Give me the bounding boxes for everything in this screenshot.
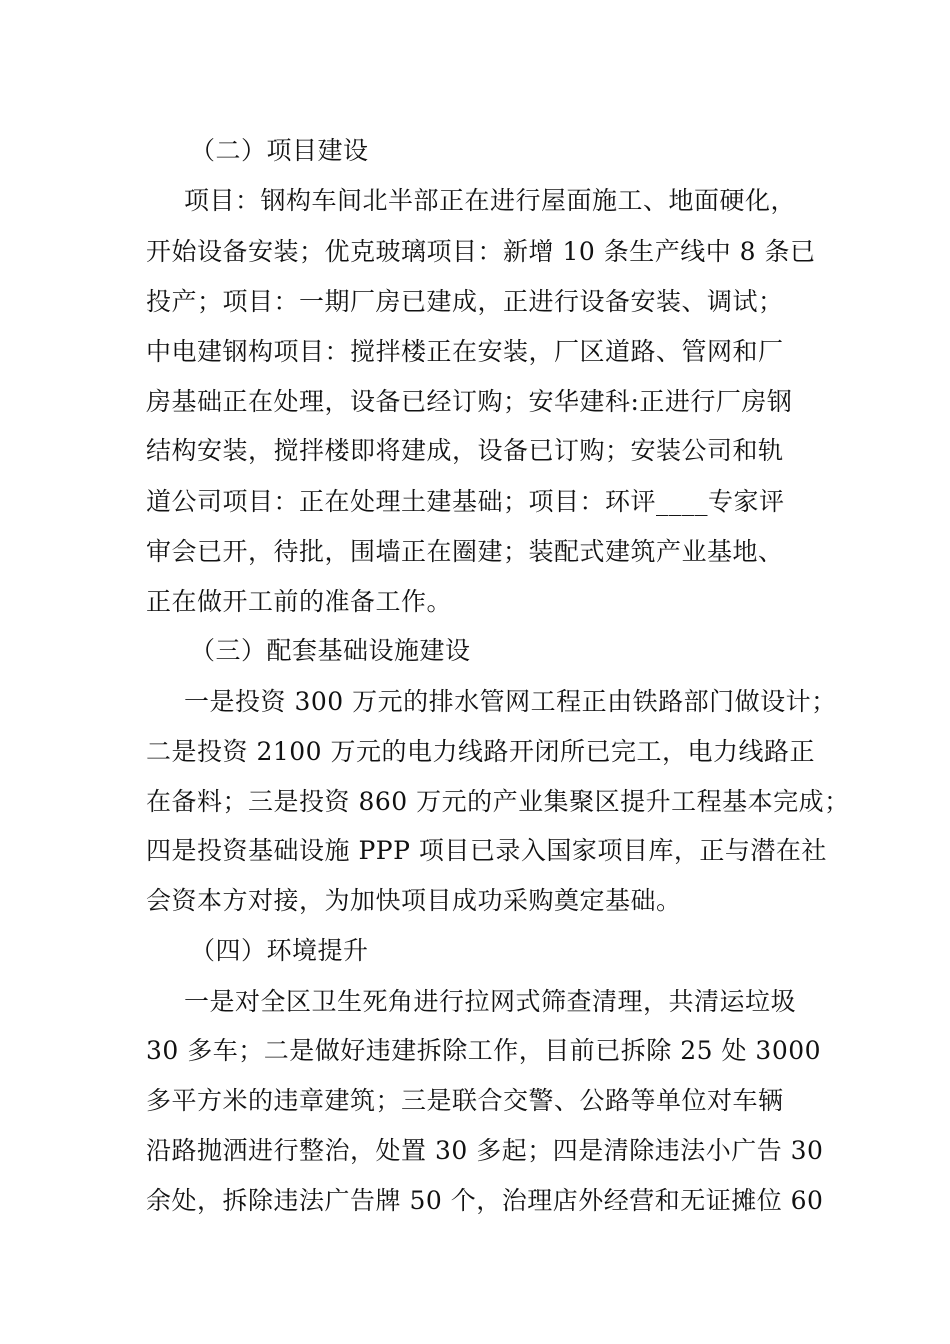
- paragraph-line: 一是投资 300 万元的排水管网工程正由铁路部门做设计；: [184, 687, 837, 716]
- paragraph-line: 审会已开，待批，围墙正在圈建；装配式建筑产业基地、: [146, 537, 784, 566]
- paragraph-line: 中电建钢构项目：搅拌楼正在安装，厂区道路、管网和厂: [146, 337, 784, 366]
- paragraph-line: 多平方米的违章建筑；三是联合交警、公路等单位对车辆: [146, 1086, 784, 1115]
- paragraph-line: 沿路抛洒进行整治，处置 30 多起；四是清除违法小广告 30: [146, 1136, 824, 1165]
- paragraph-line: 四是投资基础设施 PPP 项目已录入国家项目库，正与潜在社: [146, 836, 827, 865]
- section-heading: （二）项目建设: [190, 136, 369, 165]
- paragraph-line: 开始设备安装；优克玻璃项目：新增 10 条生产线中 8 条已: [146, 237, 816, 266]
- paragraph-line: 结构安装，搅拌楼即将建成，设备已订购；安装公司和轨: [146, 436, 784, 465]
- paragraph-line: 在备料；三是投资 860 万元的产业集聚区提升工程基本完成；: [146, 787, 850, 816]
- paragraph-line: 30 多车；二是做好违建拆除工作，目前已拆除 25 处 3000: [146, 1036, 822, 1065]
- paragraph-line: 项目：钢构车间北半部正在进行屋面施工、地面硬化，: [184, 186, 797, 215]
- paragraph-line: 投产；项目：一期厂房已建成，正进行设备安装、调试；: [146, 287, 784, 316]
- section-heading: （四）环境提升: [190, 936, 369, 965]
- paragraph-line: 道公司项目：正在处理土建基础；项目：环评____专家评: [146, 487, 785, 516]
- paragraph-line: 余处，拆除违法广告牌 50 个，治理店外经营和无证摊位 60: [146, 1186, 824, 1215]
- paragraph-line: 一是对全区卫生死角进行拉网式筛查清理，共清运垃圾: [184, 987, 797, 1016]
- paragraph-line: 房基础正在处理，设备已经订购；安华建科:正进行厂房钢: [146, 387, 793, 416]
- section-heading: （三）配套基础设施建设: [190, 636, 471, 665]
- paragraph-line: 二是投资 2100 万元的电力线路开闭所已完工，电力线路正: [146, 737, 816, 766]
- paragraph-line: 正在做开工前的准备工作。: [146, 587, 453, 616]
- paragraph-line: 会资本方对接，为加快项目成功采购奠定基础。: [146, 886, 682, 915]
